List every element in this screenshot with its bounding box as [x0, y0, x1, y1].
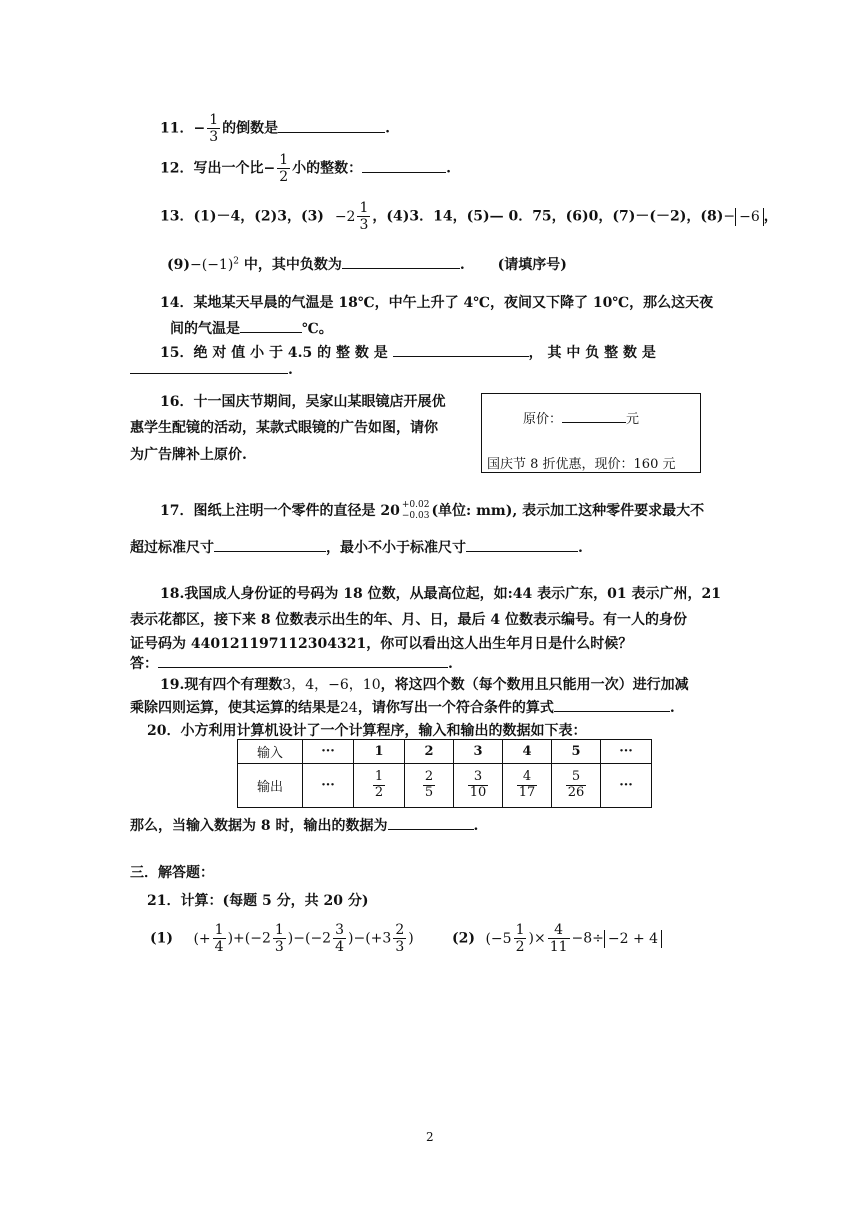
table-cell: 2 — [405, 740, 454, 764]
output-row — [238, 764, 652, 808]
table-cell: 1 — [354, 740, 405, 764]
answer-blank[interactable] — [388, 829, 474, 830]
answer-blank[interactable] — [278, 132, 385, 133]
q18-line2: 表示花都区，接下来 8 位数表示出生的年、月、日，最后 4 位数表示编号。有一人的身份 — [130, 612, 687, 628]
original-price: 原价： 元 — [523, 412, 640, 427]
table-cell: 4 — [503, 740, 552, 764]
table-cell: 5 — [552, 740, 601, 764]
q15-line1: 15．绝 对 值 小 于 4.5 的 整 数 是 ， 其 中 负 整 数 是 — [160, 345, 656, 361]
q17-line2: 超过标准尺寸 ，最小不小于标准尺寸 . — [130, 540, 583, 556]
q21-problem2: (2) (−5 $\frac{1}{2}$ )× $\frac{4}{11}$ −8÷ −2 + 4 — [452, 922, 662, 955]
page-number: 2 — [426, 1130, 434, 1144]
answer-blank[interactable] — [393, 356, 529, 357]
advertisement-board — [481, 393, 701, 473]
answer-blank[interactable] — [130, 373, 288, 374]
table-cell: ··· — [601, 764, 652, 808]
q19-line1: 19.现有四个有理数3，4，−6，10，将这四个数（每个数用且只能用一次）进行加减 — [160, 677, 689, 693]
q20-after: 那么，当输入数据为 8 时，输出的数据为 . — [130, 818, 479, 834]
fraction: $\frac{1}{2}$ — [279, 152, 289, 186]
input-row — [238, 740, 652, 764]
q18-line3: 证号码为 440121197112304321，你可以看出这人出生年月日是什么时候？ — [130, 636, 633, 652]
table-cell: ··· — [303, 764, 354, 808]
q20-line1: 20．小方利用计算机设计了一个计算程序，输入和输出的数据如下表： — [147, 723, 587, 739]
answer-blank[interactable] — [214, 551, 326, 552]
section-heading: 三．解答题： — [130, 865, 214, 881]
q16-line1: 16．十一国庆节期间，吴家山某眼镜店开展优 — [160, 394, 446, 410]
input-output-table — [237, 739, 652, 808]
table-cell: $\frac{1}{2}$ — [354, 764, 405, 808]
table-cell: $\frac{2}{5}$ — [405, 764, 454, 808]
tolerance: +0.02 −0.03 — [401, 500, 430, 521]
q19-line2: 乘除四则运算，使其运算的结果是24，请你写出一个符合条件的算式 . — [130, 700, 675, 716]
table-cell: ··· — [303, 740, 354, 764]
q14-line1: 14．某地某天早晨的气温是 18℃，中午上升了 4℃，夜间又下降了 10℃，那么这天夜 — [160, 295, 714, 311]
fraction: $\frac{1}{3}$ — [359, 200, 369, 234]
promotion-text: 国庆节 8 折优惠，现价：160 元 — [487, 457, 676, 472]
table-cell: $\frac{3}{10}$ — [454, 764, 503, 808]
price-blank[interactable] — [562, 422, 626, 423]
q11: 11．− $\frac{1}{3}$ 的倒数是 . — [160, 112, 391, 146]
table-cell: ··· — [601, 740, 652, 764]
table-cell: $\frac{4}{17}$ — [503, 764, 552, 808]
q21-problem1: (1) (+ $\frac{1}{4}$ )+(−2 $\frac{1}{3}$ )−(−2 $\frac{3}{4}$ )−(+3 $\frac{2}{3}$ ) — [150, 922, 414, 956]
q16-line2: 惠学生配镜的活动，某款式眼镜的广告如图，请你 — [130, 420, 438, 436]
answer-blank[interactable] — [158, 667, 448, 668]
table-cell: $\frac{5}{26}$ — [552, 764, 601, 808]
answer-blank[interactable] — [554, 711, 670, 712]
q18-line1: 18.我国成人身份证的号码为 18 位数，从最高位起，如:44 表示广东，01 表示广州，21 — [160, 586, 721, 602]
q15-line2: . — [130, 362, 293, 378]
q21-title: 21．计算：(每题 5 分，共 20 分) — [147, 893, 369, 909]
answer-blank[interactable] — [362, 172, 446, 173]
q17-line1: 17．图纸上注明一个零件的直径是 20 +0.02 −0.03 (单位: mm), 表示加工这种零件要求最大不 — [160, 500, 705, 521]
answer-blank[interactable] — [342, 268, 460, 269]
output-label: 输出 — [238, 764, 303, 808]
answer-blank[interactable] — [466, 551, 578, 552]
absolute-value: −6 — [735, 208, 764, 226]
q13-line2: $(9)-(-1)^2$ 中，其中负数为 . (请填序号) — [167, 256, 567, 273]
table-cell: 3 — [454, 740, 503, 764]
answer-blank[interactable] — [240, 332, 302, 333]
input-label: 输入 — [238, 740, 303, 764]
q12: 12．写出一个比− $\frac{1}{2}$ 小的整数： . — [160, 152, 452, 186]
q14-line2: 间的气温是 ℃。 — [170, 321, 333, 337]
q13-line1: 13．(1)－4，(2)3，(3) −2 $\frac{1}{3}$ ，(4)3．14，(5)— 0．75，(6)0，(7)－(－2)，(8)− −6 ， — [160, 200, 778, 234]
q11-number: 11． — [160, 120, 194, 137]
q16-line3: 为广告牌补上原价. — [130, 447, 247, 463]
q18-answer: 答： . — [130, 656, 453, 672]
fraction: $\frac{1}{3}$ — [209, 112, 219, 146]
